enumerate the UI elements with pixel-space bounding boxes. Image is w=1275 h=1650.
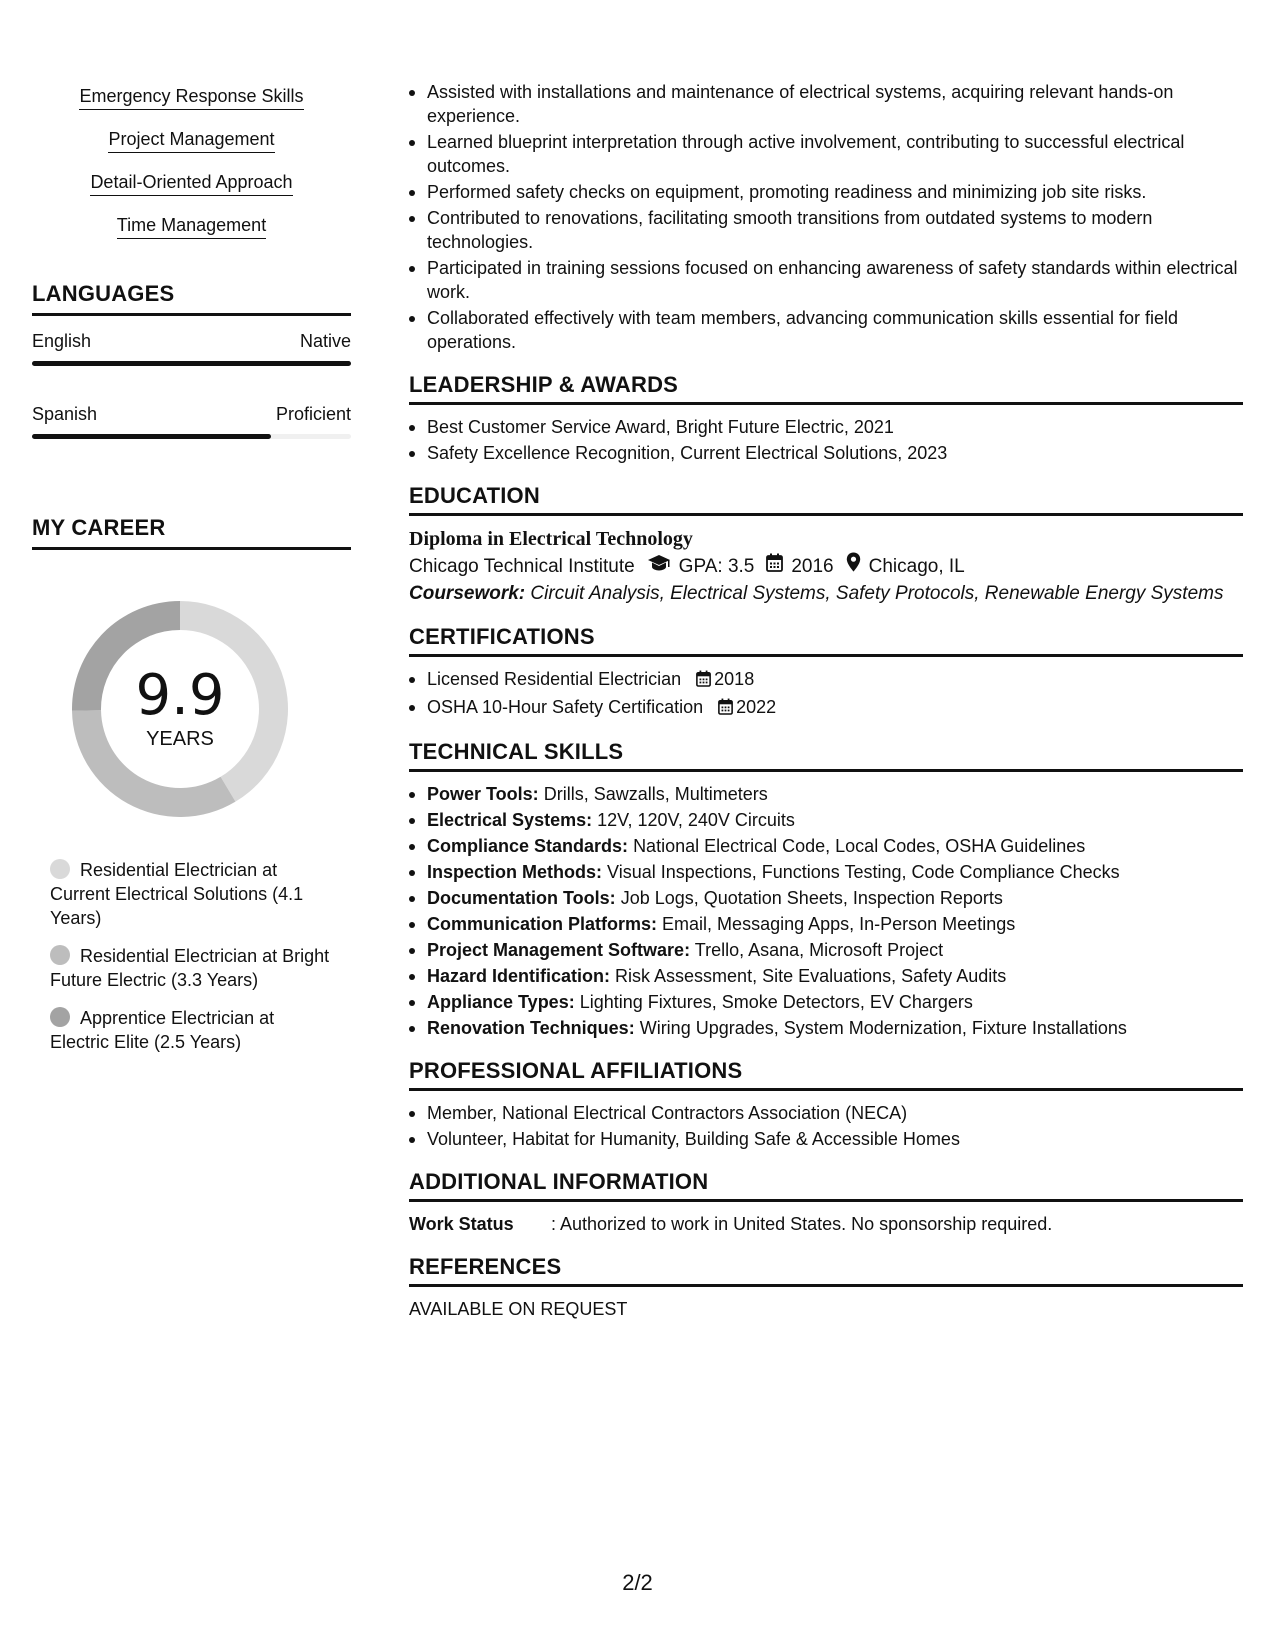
list-item: Licensed Residential Electrician 2018 [409,667,1243,693]
list-item: Hazard Identification: Risk Assessment, Site Evaluations, Safety Audits [409,964,1243,988]
info-value: : Authorized to work in United States. No sponsorship required. [551,1214,1053,1234]
list-item: Inspection Methods: Visual Inspections, Functions Testing, Code Compliance Checks [409,860,1243,884]
calendar-icon [718,697,733,721]
career-legend-item: Apprentice Electrician at Electric Elite (2.5 Years) [50,1008,275,1052]
list-item: Member, National Electrical Contractors Association (NECA) [409,1101,1243,1125]
career-total-value: 9.9 [135,663,225,728]
page-number: 2/2 [622,1570,653,1595]
references-section [409,1254,1243,1321]
info-key: Work Status [409,1214,514,1234]
legend-dot-icon [50,859,70,879]
list-item: OSHA 10-Hour Safety Certification 2022 [409,695,1243,721]
career-legend [50,858,330,1054]
section-heading: LEADERSHIP & AWARDS [409,372,1243,405]
list-item: Best Customer Service Award, Bright Future Electric, 2021 [409,415,1243,439]
skill-tag: Time Management [117,213,266,239]
list-item: Appliance Types: Lighting Fixtures, Smoke Detectors, EV Chargers [409,990,1243,1014]
list-item: Collaborated effectively with team members, advancing communication skills essential for field operations. [409,306,1243,354]
sidebar [32,84,351,1068]
language-row [32,403,351,425]
career-section [32,515,351,1054]
language-name: Spanish [32,404,98,424]
graduation-cap-icon [647,552,671,582]
section-heading: REFERENCES [409,1254,1243,1287]
list-item: Project Management Software: Trello, Asana, Microsoft Project [409,938,1243,962]
graduation-year: 2016 [791,556,834,577]
section-heading: EDUCATION [409,483,1243,516]
location-pin-icon [846,552,861,582]
school-location: Chicago, IL [868,556,965,577]
language-row [32,330,351,352]
references-text: AVAILABLE ON REQUEST [409,1299,628,1319]
gpa: GPA: 3.5 [678,556,755,577]
list-item: Renovation Techniques: Wiring Upgrades, System Modernization, Fixture Installations [409,1016,1243,1040]
coursework: Coursework: Circuit Analysis, Electrical Systems, Safety Protocols, Renewable Energy Systems [409,583,1224,604]
degree-title: Diploma in Electrical Technology [409,528,693,550]
certifications-section [409,624,1243,721]
education-section [409,483,1243,606]
language-level: Proficient [275,404,351,424]
career-legend-item: Residential Electrician at Current Electrical Solutions (4.1 Years) [50,860,304,928]
career-donut-chart [65,594,295,824]
affiliations-section [409,1058,1243,1151]
calendar-icon [696,669,711,693]
list-item: Assisted with installations and maintenance of electrical systems, acquiring relevant hands-on experience. [409,80,1243,128]
language-level: Native [299,331,351,351]
skill-tag: Detail-Oriented Approach [90,170,292,196]
career-legend-item: Residential Electrician at Bright Future Electric (3.3 Years) [50,946,330,990]
leadership-section [409,372,1243,465]
list-item: Learned blueprint interpretation through active involvement, contributing to successful electrical outcomes. [409,130,1243,178]
list-item: Electrical Systems: 12V, 120V, 240V Circuits [409,808,1243,832]
career-heading: MY CAREER [32,515,351,550]
list-item: Volunteer, Habitat for Humanity, Building Safe & Accessible Homes [409,1127,1243,1151]
experience-bullets [409,80,1243,354]
skills-list [32,84,351,239]
section-heading: CERTIFICATIONS [409,624,1243,657]
language-bar-fill [32,434,271,439]
additional-info-section [409,1169,1243,1236]
languages-heading: LANGUAGES [32,281,351,316]
skill-tag: Emergency Response Skills [79,84,303,110]
main-content [409,80,1243,1321]
list-item: Power Tools: Drills, Sawzalls, Multimeters [409,782,1243,806]
career-total-unit: YEARS [146,728,214,750]
list-item: Safety Excellence Recognition, Current Electrical Solutions, 2023 [409,441,1243,465]
section-heading: PROFESSIONAL AFFILIATIONS [409,1058,1243,1091]
legend-dot-icon [50,1007,70,1027]
language-bar [32,434,351,439]
legend-dot-icon [50,945,70,965]
language-bar [32,361,351,366]
list-item: Documentation Tools: Job Logs, Quotation Sheets, Inspection Reports [409,886,1243,910]
education-meta [409,552,1243,582]
list-item: Communication Platforms: Email, Messaging Apps, In-Person Meetings [409,912,1243,936]
skill-tag: Project Management [108,127,274,153]
language-name: English [32,331,92,351]
info-row [409,1212,1243,1236]
list-item: Compliance Standards: National Electrical Code, Local Codes, OSHA Guidelines [409,834,1243,858]
calendar-icon [766,552,783,582]
list-item: Performed safety checks on equipment, promoting readiness and minimizing job site risks. [409,180,1243,204]
list-item: Participated in training sessions focused on enhancing awareness of safety standards within electrical work. [409,256,1243,304]
language-bar-fill [32,361,351,366]
school-name: Chicago Technical Institute [409,556,635,577]
section-heading: ADDITIONAL INFORMATION [409,1169,1243,1202]
languages-section [32,281,351,439]
list-item: Contributed to renovations, facilitating smooth transitions from outdated systems to modern technologies. [409,206,1243,254]
technical-skills-section [409,739,1243,1040]
section-heading: TECHNICAL SKILLS [409,739,1243,772]
